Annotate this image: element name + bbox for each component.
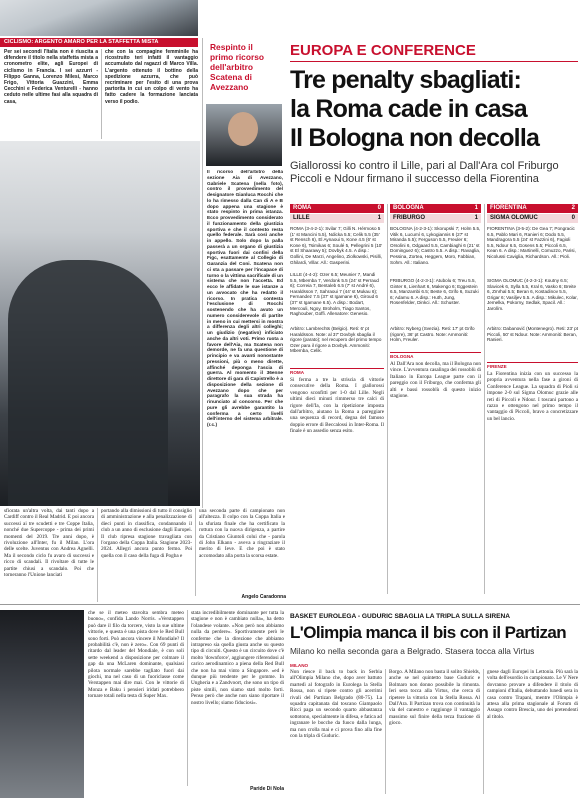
home-lineup: FIORENTINA (3-5-2): De Gea 7; Pongracic 6.5, Pablo Mari 6, Ranieri 6; Dodo 5.5, Mandragora 5.5 (24' st Fazzini 6), Fagioli 5.5, Ndour 6.5, Gosens 5.5; Piccoli 6.5, Kean 6. A disp.: Martinelli, Comuzzo, Parisi, Nicolussi Caviglia, Richardson. All.: Pioli. — [487, 226, 576, 259]
home-team-header — [290, 204, 384, 213]
match-report: La Fiorentina inizia con un successo la propria avventura nella fase a gironi di Conference League. La squadra di Pioli si impone 2-0 sul Sigma Olomuc grazie alle reti di Piccoli e Ndour. I toscani partono a razzo e ottengono nel primo tempo il vantaggio di Piccoli, bravo a concretizzare un bel lancio. — [487, 371, 578, 422]
juve-author: Angelo Caradonna — [241, 594, 286, 600]
match-table-bologna — [387, 204, 481, 594]
home-team-header — [487, 204, 578, 213]
away-lineup: SIGMA OLOMUC (4-2-3-1): Koutny 6.5; Slavicek 6, Sylla 5.5, Kral 6, Vasko 6; Breite 6, Zmrhal 5.5; Beran 6, Kostadinov 5.5, Grigar 6; Vasiljev 5.5. A disp.: Mikulec, Kolar, Jemelka, Pokorny, Sedlak, Spacil. All.: Jarolím. — [487, 278, 578, 311]
europa-headline-2: la Roma cade in casa — [290, 95, 527, 123]
home-team-score: 1 — [474, 205, 478, 211]
match-table-fiorentina — [484, 204, 578, 594]
basket-col2: Borgo. A Milano non basta il solito Shields, anche se nel quintetto base Guduric e Bolmaro non donno possibile la rimonta. Ieri sera tocca alla Virtus, che cerca di ripetere la vittoria con la Stella Rossa. Al Dall'Ara. Il Partizan trova con continuità la via del canestro e raggiunge il vantaggio massimo sul finire della terza frazione di gioco. — [385, 669, 480, 794]
basket-kicker: BASKET EUROLEGA - GUDURIC SBAGLIA LA TRIPLA SULLA SIRENA — [290, 613, 511, 620]
away-team-header — [487, 214, 578, 223]
basket-subhead: Milano ko nella seconda gara a Belgrado. Stasera tocca alla Virtus — [290, 646, 535, 656]
sidebar-body: Il ricorso dell'arbitro della sezione Aia di Avezzano, Gabriele Scatena (nella foto), contro il provvedimento del designatore Gianluca Rocchi che lo ha rimesso dalla Can di A e B dopo appena una stagione è stato respinto in prima istanza. Ecco provvedimento considerato il funzionamento della giustizia sportiva e che il contesto resta quello federale. Sarà così anche in appello. Solo dopo la palla passerà a un organo di giustizia sportiva fuori dai confini della Figc, esattamente al Collegio di Garanzia del Coni. Scatena non ci sta a passare per l'incapace di turno o la vittima sacrificale di un sistema che non l'accetta. Ed ecco le affidate le sue istanze a un avvocato che ha redatto il ricorso. In pratica contesta l'esclusione di Rocchi sostenendo che ha avuto un numero considerevole di partite in meno in cui mettersi in mostra a differenza degli altri colleghi; un giudizio (negativo) inficiato anche da altri voti. Primo ruota a favore dell'Aia, ma Scatena non demorde, ne fa una questione di principio e va avanti nonostante pressioni, più o meno dirette, affinché deponga l'ascia di guerra. Al momento il 36enne direttore di gara di Capistrello è a disposizione della sezione di Avezzano dopo che per paragrafo la sua strada ha rinunciato al concorso. Per che pure gli avrebbe garantito la conferma a certo livelli dell'interno del sistema arbitrale. (r.c.) — [207, 170, 283, 428]
f1-photo — [0, 610, 84, 798]
match-report: Al Dall'Ara non decolla, ma il Bologna non vince. L'avventura casalinga dei rossoblù di Italiano in Europa League parte con il pareggio con il Friburgo, che conferma gli alti e bassi rossoblù di questo inizio stagione. — [390, 361, 481, 400]
away-team-header — [390, 214, 481, 223]
home-team-name: BOLOGNA — [393, 205, 424, 211]
section-label: BOLOGNA — [390, 352, 481, 359]
home-team-score: 0 — [377, 205, 381, 211]
referee-face — [228, 112, 258, 146]
cycling-photo — [0, 0, 198, 36]
away-team-name: FRIBURGO — [393, 215, 425, 221]
section-label: ROMA — [290, 368, 384, 375]
juve-col2: portando alla dimissioni di tutto il consiglio di amministrazione e alla penalizzazione di dieci punti in classifica, condannando il club a un anno di esclusione dagli Europei. Il club ripresa stagione travagliata con l'organo della Coppa Italia. Stagione 2023-2024. Allegri ancora punto fermo. Poi quella con il caso della fuga di Pogba e — [97, 508, 192, 602]
home-team-score: 2 — [571, 205, 575, 211]
match-report: Si ferma a tre la striscia di vittorie consecutive della Roma. I giallorossi vengono sconfitti per 1-0 dal Lille. Negli ultimi dieci minuti rimmerso tre calci di rigore dell'Ia, con la ripetizione imposta dall'arbitro, aiutano la Roma a pareggiare una sequenza di record, degna del famoso doppio errore di Beccalossi in Inter-Roma. Il finale è un assedio senza esito. — [290, 377, 384, 435]
f1-col2: stata incredibilmente dominante per tutta la stagione e non è cambiato nulla», ha detto l'olandese volante. «Non però non abbiamo nulla da perdere». Sportivamente però le conferme che la direzione che abbiamo intrapreso sia quella giusta anche su questo tipo di circuiti. Questo è un circuito dove c'è molto 'downforce', aggiungere riferendosi al carico aerodinamico a piena della Red Bull che non ha mai vinto a Singapore. «ed è dunque più tendente per le gomme. In Ungheria e a Zandvoort, che sono un tipo di piste simili, non siamo stati molto forti. Penso però che anche non siano riportare il nostro livello; siamo fiduciosi». — [187, 610, 284, 786]
away-team-header — [290, 214, 384, 223]
match-table-roma — [290, 204, 384, 594]
away-team-score: 0 — [571, 215, 575, 221]
europa-subhead: Giallorossi ko contro il Lille, pari al Dall'Ara col Friburgo Piccoli e Ndour firmano il successo della Fiorentina — [290, 160, 559, 185]
juve-col1: sfiorata un'altra volta, dai tanti dopo a Cardiff contro il Real Madrid. E poi ancora successi ai tre scudetti e tre Coppe Italia, nonché due Supercoppe - prima dei primi momenti del 2019. Tre anni dopo, è rivoluzione all'Inter, fu il Milan. L'ora delle scelte. Juventus con Andrea Agnelli. Ma il secondo ciclo fu avaro di successi e ricco di scandali. Il rivoltare di tutte le partite chiusi a scandalo. Poi che torneranno l'Unione lanciati — [4, 508, 94, 579]
basket-col1: Non riesce il back to back in Serbia all'Olimpia Milano che, dopo aver battuto martedì al fotografo in Eurolega la Stella Rossa, non si ripete contro gli acerrimi rivali del Partizan Belgrado (80-75). La squadra capitanata dal toscano Giampaolo Ricci paga un secondo quarto abbastanza sottotono, specialmente in difesa, e fatica ad ingranare le bocche da fuoco dalla lunga, ma non crolla mai e ci prova fino alla fine con la tripla di Guduric. — [290, 669, 382, 740]
home-lineup: BOLOGNA (4-2-3-1): Skorupski 7; Holm 5.5, Vitik 6, Lucumí 6, Lykogiannis 6 (27' st Miranda 5.5); Ferguson 5.5, Freuler 6; Orsolini 6, Odgaard 5.5, Cambiaghi 6 (21' st Dominguez 6); Castro 5.5. A disp.: Ravaglia, Pessina, Zortea, Heggem, Moro, Fabbian, Sohm. All.: Italiano. — [390, 226, 481, 265]
home-team-name: FIORENTINA — [490, 205, 527, 211]
away-team-name: SIGMA OLOMUC — [490, 215, 538, 221]
away-team-name: LILLE — [293, 215, 310, 221]
home-team-header — [390, 204, 481, 213]
europa-kicker-rule — [290, 61, 578, 62]
away-team-score: 1 — [377, 215, 381, 221]
match-referee: Arbitro: Nyberg (Svezia). Reti: 17' pt Grifo (rigore), 36' pt Castro. Note: Ammoniti: Holm, Freuler. — [390, 326, 475, 343]
home-team-name: ROMA — [293, 205, 312, 211]
section-label: FIRENZE — [487, 362, 578, 369]
sidebar-title: Respinto il primo ricorso dell'arbitro Scatena di Avezzano — [210, 42, 264, 92]
basket-section: MILANO — [290, 663, 309, 668]
coach-silhouette — [8, 260, 168, 506]
basket-headline: L'Olimpia manca il bis con il Partizan — [290, 623, 566, 642]
juve-col3: una seconda parte di campionato non all'altezza. Il colpo con la Coppa Italia e la sfuriata finale che ha certificato la rottura con la nuova dirigenza, a partire da Cristiano Giuntoli colui che - parola di John Elkann - aveva a ringraziare il merito di Ieve. E che poi è stato accomodato alla porta la scorsa estate. — [195, 508, 285, 596]
section-divider — [0, 604, 580, 605]
match-referee: Arbitro: Lambrechts (Belgio). Reti: 6' pt Haraldsson. Note: al 37' Dovbyk sbaglia il rigore (parato); nel recupero del primo tempo Ozer para il rigore a Dovbyk. Ammoniti: Mbemba, Celik. — [290, 326, 382, 354]
home-lineup: ROMA (3-4-2-1): Svilar 7; Gilli N. Hérmoso 5 (1' st Mancini 5.5), Ndicka 5.5; Celik 5.5 (35' st Rensch 6), El Aynaoui 5, Kone 4.5 (6' st Kone 6), Tsimikas 6; Soulé 5, Pellegrini 5 (10' st El Shaarawy 5); Dovbyk 4.5. A disp.: Gollini, De Marzi, Angelino, Ziolkowski, Pisilli, Ghilardi, Villar. All.: Gasperini. — [290, 226, 383, 265]
europa-kicker: EUROPA E CONFERENCE — [290, 42, 476, 59]
away-lineup: LILLE (4-4-2): Ozer 6.5; Meunier 7, Mandi 5.5, Mbemba 7, Verdonk 5.5 (24' st Perraud 6); Correia 7, Bentaleb 6.5 (7' st André 6), Haraldsson 7, Sahraoui 7 (44' st Mukau 6); Fernandez 7.5 (37' st Igamane 6), Giroud 6 (37' st Igamane 6.5). A disp.: Bodart, Mercouli, Ngoy, Broholm, Tiago Santos, Raghouber, Goffi. Allenatore: Genesio. — [290, 272, 379, 317]
cycling-kicker: CICLISMO: ARGENTO AMARO PER LA STAFFETTA MISTA — [0, 38, 198, 47]
cycling-col1: Per sei secondi l'Italia non è riuscita a difendere il titolo nella staffetta mista a cronometro elite, agli Europei di ciclismo in Francia. I sei azzurri - Filippo Ganna, Lorenzo Milesi, Marco Frigo, Vittoria Guazzini, Emma Cecchini e Federica Venturelli - hanno ceduto nelle ultime fasi alla squadra di casa, — [4, 49, 98, 105]
sidebar-rule — [202, 38, 203, 508]
europa-headline-3: Il Bologna non decolla — [290, 124, 540, 152]
f1-author: Paride Di Nola — [250, 786, 284, 792]
cycling-col2: che con la compagine femminile ha ricostruito teri infatti il vantaggio accumulato dal ragazzi di Marco Villa. L'argento ottenuto il bottino della spedizione azzurra, che può recriminare per l'esito di una prova partorita in cui un colpo di vento ha fatto cadere la formazione lanciata verso il podio. — [101, 49, 198, 139]
match-referee: Arbitro: Dabanović (Montenegro). Reti: 23' pt Piccoli, 50' st Ndour. Note: Ammoniti: Beran, Ranieri. — [487, 326, 578, 343]
f1-col1: che se il meteo stavolta sembra meteo buono», confida Lando Norris. «Verstappen può dare il filo da torcere, visto la sue ultime vittorie, e questa è una pista dove le Red Bull sono forti. Può ancora vincere il Mondiale? Il probabilità c'è, non è zero». Con 69 punti di ritardo dal leader del Mondiale, è con soli sette weekend a disposizione per colmare il gap da una McLaren dominante, qualsiasi pilota normale sarebbe tagliato fuori dai giochi, ma nel caso di un fuoriclasse come Verstappen mai dire mai. Con le vittorie di Monza e Baku i pensieri iridati potrebbero tornare totali nella testa di Super Max. — [88, 610, 184, 700]
away-lineup: FRIBURGO (4-2-3-1): Atubolu 6; Treu 5.5, Ginter 6, Lienhart 6, Makengo 6; Eggestein 6.5, Manzambi 6.5; Beste 6, Grifo 6, Suzuki 6; Adamu 6. A disp.: Huth, Jung, Rosenfelder, Dinkci. All.: Schuster. — [390, 278, 479, 306]
europa-headline-1: Tre penalty sbagliati: — [290, 66, 522, 94]
away-team-score: 1 — [474, 215, 478, 221]
basket-col3: gnese dagli Europei in Lettonia. Più sarà la volta dell'esordio in campionato. Le V Nere dovranno provare a difendere il titolo di campioni d'Italia, debuttando lunedì sera in casa contro Trapani, mentre l'Olimpia è attesa alla prima stagionale al Forum di Assago contro Brescia, uno dei pretendenti al titolo. — [483, 669, 578, 794]
